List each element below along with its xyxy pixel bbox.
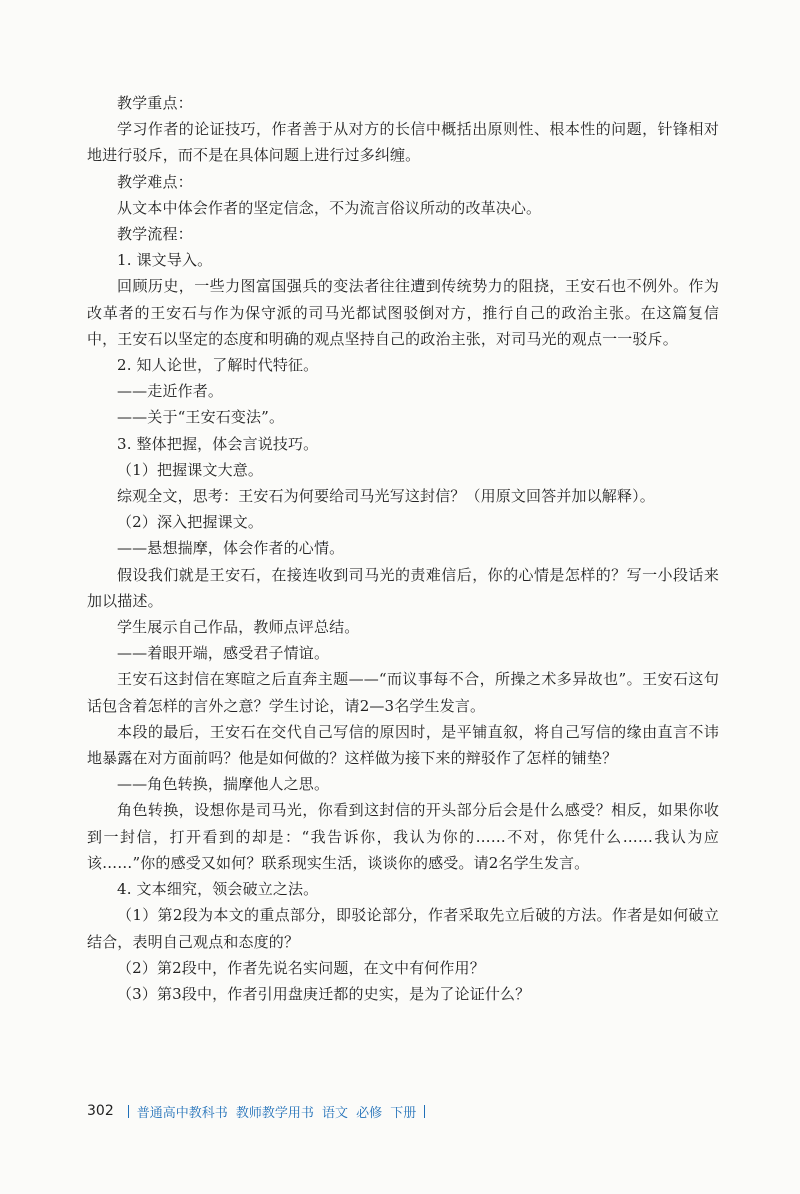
- paragraph: 学习作者的论证技巧，作者善于从对方的长信中概括出原则性、根本性的问题，针锋相对地进行驳斥，而不是在具体问题上进行过多纠缠。: [87, 120, 719, 165]
- paragraph: （2）第2段中，作者先说名实问题，在文中有何作用？: [117, 958, 485, 977]
- book-title: 普通高中教科书 教师教学用书 语文 必修 下册: [136, 1105, 417, 1121]
- paragraph: ——走近作者。: [117, 382, 224, 401]
- paragraph: 本段的最后，王安石在交代自己写信的原因时，是平铺直叙，将自己写信的缘由直言不讳地暴露在对方面前吗？他是如何做的？这样做为接下来的辩驳作了怎样的铺垫？: [87, 722, 719, 768]
- paragraph: 综观全文，思考：王安石为何要给司马光写这封信？（用原文回答并加以解释）。: [117, 487, 655, 506]
- sub-step-heading: （2）深入把握课文。: [117, 513, 264, 532]
- heading-teaching-process: 教学流程：: [117, 225, 193, 244]
- paragraph: 学生展示自己作品，教师点评总结。: [117, 618, 360, 637]
- paragraph: 角色转换，设想你是司马光，你看到这封信的开头部分后会是什么感受？相反，如果你收到一封信，打开看到的却是：“我告诉你，我认为你的……不对，你凭什么……我认为应该……”你的感受又如何？联系现实生活，谈谈你的感受。请2名学生发言。: [87, 801, 719, 872]
- paragraph: ——悬想揣摩，体会作者的心情。: [117, 539, 345, 558]
- paragraph: ——关于“王安石变法”。: [117, 408, 285, 427]
- paragraph: ——角色转换，揣摩他人之思。: [117, 775, 330, 794]
- step-heading: 3. 整体把握，体会言说技巧。: [117, 434, 319, 453]
- paragraph: （1）第2段为本文的重点部分，即驳论部分，作者采取先立后破的方法。作者是如何破立结合，表明自己观点和态度的？: [87, 906, 719, 951]
- footer-divider-left: [128, 1105, 129, 1118]
- paragraph: 假设我们就是王安石，在接连收到司马光的责难信后，你的心情是怎样的？写一小段话来加以描述。: [87, 565, 719, 610]
- heading-teaching-difficulty: 教学难点：: [117, 172, 193, 191]
- heading-teaching-focus: 教学重点：: [117, 94, 193, 112]
- paragraph: 王安石这封信在寒暄之后直奔主题——“而议事每不合，所操之术多异故也”。王安石这句话包含着怎样的言外之意？学生讨论，请2—3名学生发言。: [87, 670, 719, 715]
- paragraph: 从文本中体会作者的坚定信念，不为流言俗议所动的改革决心。: [117, 198, 542, 217]
- step-heading: 4. 文本细究，领会破立之法。: [117, 880, 319, 899]
- paragraph: ——着眼开端，感受君子情谊。: [117, 644, 330, 663]
- footer-divider-right: [424, 1105, 425, 1118]
- paragraph: 回顾历史，一些力图富国强兵的变法者往往遭到传统势力的阻挠，王安石也不例外。作为改革者的王安石与作为保守派的司马光都试图驳倒对方，推行自己的政治主张。在这篇复信中，王安石以坚定的态度和明确的观点坚持自己的政治主张，对司马光的观点一一驳斥。: [87, 277, 719, 348]
- sub-step-heading: （1）把握课文大意。: [117, 460, 264, 479]
- page-number: 302: [87, 1103, 114, 1119]
- paragraph: （3）第3段中，作者引用盘庚迁都的史实，是为了论证什么？: [117, 984, 531, 1003]
- step-heading: 2. 知人论世，了解时代特征。: [117, 356, 319, 375]
- page-footer: [87, 1101, 425, 1121]
- step-heading: 1. 课文导入。: [117, 251, 213, 270]
- main-text: [87, 90, 719, 1007]
